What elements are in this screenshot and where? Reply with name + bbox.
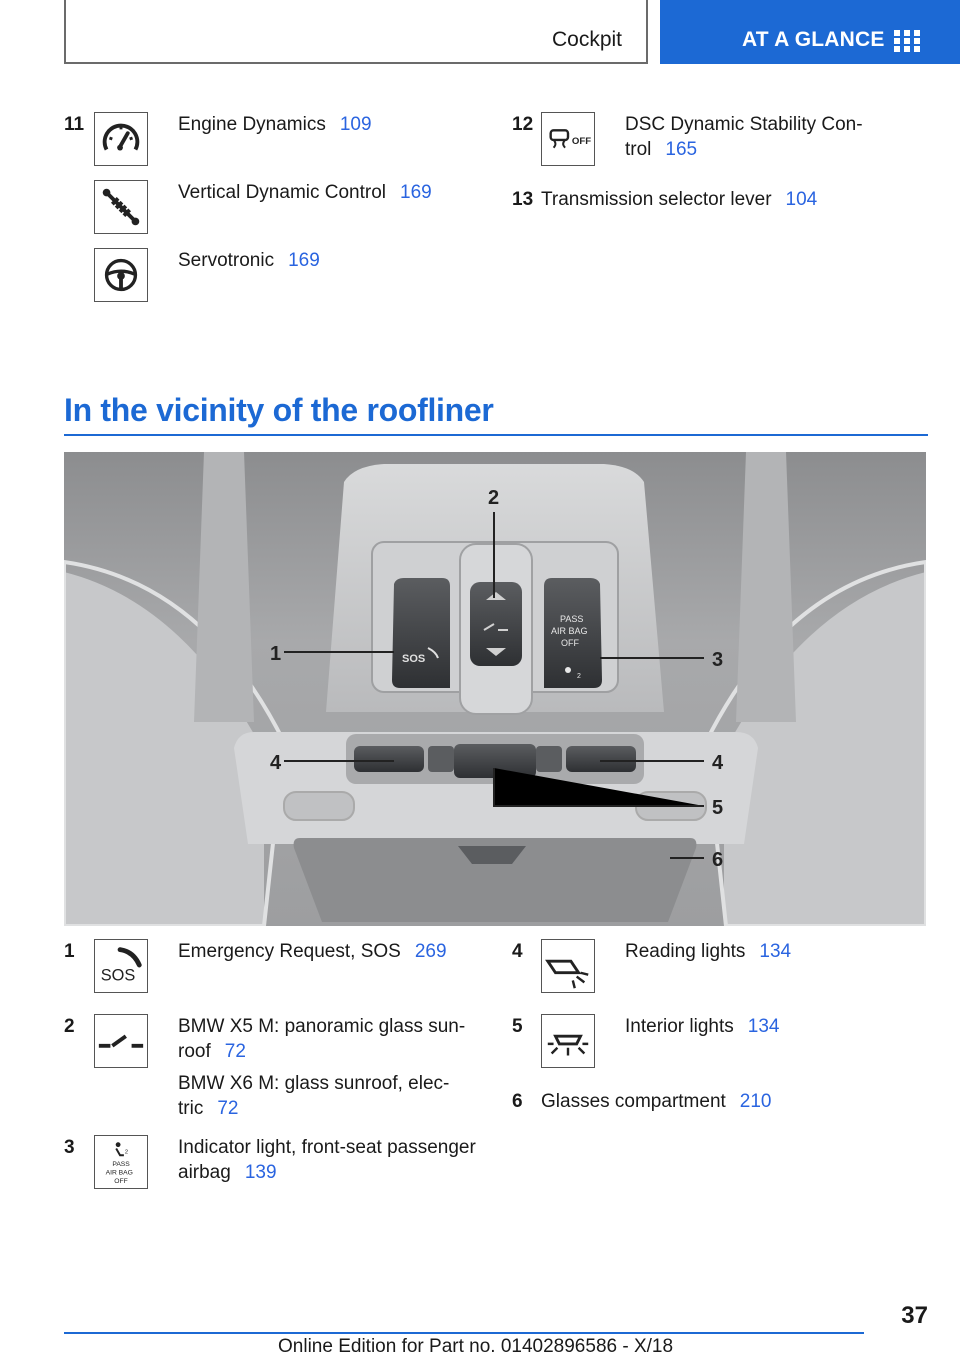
entry-emergency-request — [178, 939, 447, 964]
sos-icon — [94, 939, 148, 993]
entry-dsc — [625, 112, 863, 162]
entry-number-3: 3 — [64, 1137, 75, 1158]
page-link[interactable]: 169 — [400, 182, 432, 203]
entry-number-4: 4 — [512, 941, 523, 962]
page-link[interactable]: 139 — [244, 1162, 277, 1183]
entry-text: Engine Dynamics — [178, 114, 326, 135]
steering-wheel-icon — [94, 248, 148, 302]
entry-text: Reading lights — [625, 941, 746, 962]
entry-number-11: 11 — [64, 114, 85, 135]
entry-number-2: 2 — [64, 1016, 75, 1037]
callout-5: 5 — [712, 797, 724, 819]
page-link[interactable]: 134 — [747, 1016, 780, 1037]
entry-text: Servotronic — [178, 250, 275, 271]
entry-text: Glasses compartment — [541, 1091, 726, 1112]
page-link[interactable]: 104 — [785, 189, 818, 210]
entry-text-line1: Indicator light, front-seat passenger — [178, 1137, 476, 1158]
entry-number-13: 13 — [512, 189, 534, 210]
entry-number-12: 12 — [512, 114, 534, 135]
reading-light-icon — [541, 939, 595, 993]
callout-1: 1 — [270, 643, 282, 665]
entry-reading-lights — [625, 939, 791, 964]
dsc-off-icon — [541, 112, 595, 166]
callout-4-right: 4 — [712, 752, 724, 774]
section-title: In the vicinity of the roofliner — [64, 392, 494, 428]
entry-text: Vertical Dynamic Control — [178, 182, 387, 203]
grid-icon — [894, 30, 920, 52]
entry-text-b2: tric — [178, 1098, 204, 1119]
footer-rule — [64, 1332, 864, 1334]
entry-transmission-selector — [541, 187, 817, 212]
entry-text-b1: BMW X6 M: glass sunroof, elec- — [178, 1073, 450, 1094]
page-link[interactable]: 269 — [414, 941, 447, 962]
entry-text-line2: airbag — [178, 1162, 231, 1183]
roofliner-illustration — [64, 452, 926, 926]
icon-label-2: AIR BAG — [105, 1169, 133, 1177]
callout-4-left: 4 — [270, 752, 282, 774]
callout-2: 2 — [488, 487, 500, 509]
page-link[interactable]: 109 — [339, 114, 372, 135]
section-rule — [64, 434, 928, 436]
engine-dynamics-icon — [94, 112, 148, 166]
entry-number-1: 1 — [64, 941, 75, 962]
sos-button-label: SOS — [402, 653, 426, 665]
page-link[interactable]: 72 — [217, 1098, 239, 1119]
page-link[interactable]: 134 — [759, 941, 792, 962]
sos-icon-label: SOS — [100, 966, 136, 985]
entry-number-6: 6 — [512, 1091, 523, 1112]
entry-glasses-compartment — [541, 1089, 772, 1114]
airbag-seat-number: 2 — [577, 673, 581, 680]
callout-3: 3 — [712, 649, 724, 671]
page-number: 37 — [901, 1302, 928, 1329]
airbag-label-3: OFF — [561, 638, 579, 648]
page-link[interactable]: 72 — [224, 1041, 246, 1062]
chapter-title: AT A GLANCE — [742, 28, 885, 51]
entry-number-5: 5 — [512, 1016, 523, 1037]
chapter-tab[interactable] — [660, 0, 960, 64]
airbag-label-2: AIR BAG — [551, 626, 588, 636]
header-box — [64, 0, 648, 64]
entry-text-line1: DSC Dynamic Stability Con- — [625, 114, 863, 135]
entry-vertical-dynamic-control — [178, 180, 432, 205]
passenger-airbag-off-icon — [94, 1135, 148, 1189]
airbag-label-1: PASS — [560, 614, 584, 624]
entry-engine-dynamics — [178, 112, 372, 137]
entry-interior-lights — [625, 1014, 779, 1039]
callout-6: 6 — [712, 849, 724, 871]
icon-seat-number: 2 — [124, 1149, 129, 1156]
entry-text: Transmission selector lever — [541, 189, 772, 210]
entry-text-a2: roof — [178, 1041, 211, 1062]
entry-airbag-indicator — [178, 1135, 476, 1185]
header-section-title: Cockpit — [551, 28, 622, 51]
sunroof-tilt-icon — [94, 1014, 148, 1068]
page-link[interactable]: 210 — [739, 1091, 772, 1112]
entry-text-line2: trol — [625, 139, 652, 160]
entry-text: Interior lights — [625, 1016, 734, 1037]
entry-servotronic — [178, 248, 320, 273]
interior-light-icon — [541, 1014, 595, 1068]
entry-text-a1: BMW X5 M: panoramic glass sun- — [178, 1016, 466, 1037]
entry-text: Emergency Request, SOS — [178, 941, 401, 962]
icon-label-1: PASS — [112, 1160, 130, 1168]
page-link[interactable]: 165 — [665, 139, 698, 160]
icon-label-3: OFF — [114, 1178, 128, 1186]
dsc-off-label: OFF — [571, 135, 592, 147]
shock-absorber-icon — [94, 180, 148, 234]
footer-edition: Online Edition for Part no. 01402896586 - X/18 — [278, 1336, 674, 1357]
entry-sunroof — [178, 1014, 465, 1121]
page-link[interactable]: 169 — [288, 250, 320, 271]
